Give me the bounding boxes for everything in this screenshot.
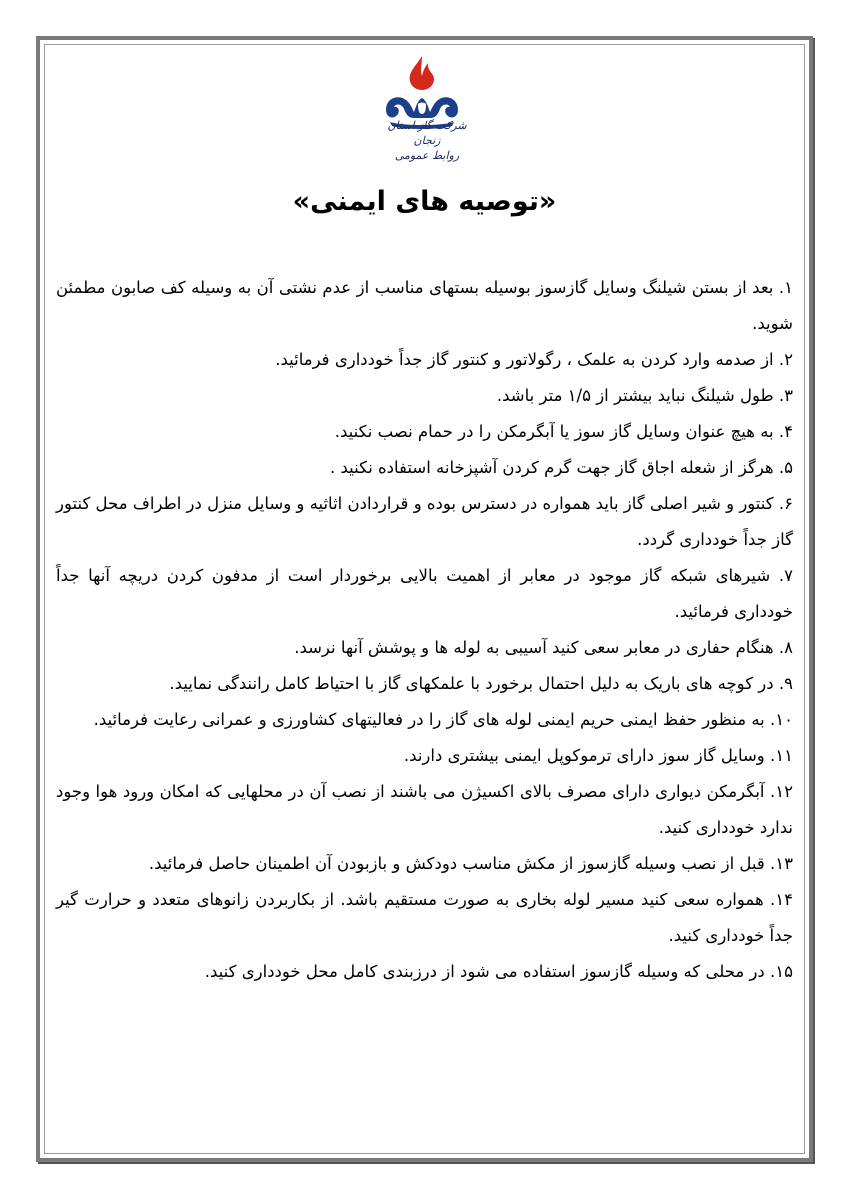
list-item: ۷. شیرهای شبکه گاز موجود در معابر از اهمیت بالایی برخوردار است از مدفون کردن دریچه آنها جداً خودداری فرمائید. xyxy=(56,566,793,621)
list-item: ۶. کنتور و شیر اصلی گاز باید همواره در دسترس بوده و قراردادن اثاثیه و وسایل منزل در اطراف محل کنتور گاز جداً خودداری گردد. xyxy=(56,494,793,549)
list-item: ۱۲. آبگرمکن دیواری دارای مصرف بالای اکسیژن می باشند از نصب آن در محلهایی که امکان ورود هوا وجود ندارد خودداری کنید. xyxy=(56,782,793,837)
list-item: ۹. در کوچه های باریک به دلیل احتمال برخورد با علمکهای گاز با احتیاط کامل رانندگی نمایید. xyxy=(169,674,793,693)
list-item: ۱۴. همواره سعی کنید مسیر لوله بخاری به صورت مستقیم باشد. از بکاربردن زانوهای متعدد و حرارت گیر جداً خودداری کنید. xyxy=(56,890,793,945)
list-item: ۱۱. وسایل گاز سوز دارای ترموکوپل ایمنی بیشتری دارند. xyxy=(403,746,793,765)
department-name: روابط عمومی xyxy=(394,149,460,162)
list-item: ۱۰. به منظور حفظ ایمنی حریم ایمنی لوله های گاز را در فعالیتهای کشاورزی و عمرانی رعایت فرمائید. xyxy=(93,710,793,729)
list-item: ۱۵. در محلی که وسیله گازسوز استفاده می شود از درزبندی کامل محل خودداری کنید. xyxy=(204,962,793,981)
page-title: «توصیه های ایمنی» xyxy=(292,186,557,217)
company-name: شرکت گاز استان زنجان xyxy=(387,119,467,147)
flame-icon xyxy=(410,56,434,90)
list-item: ۲. از صدمه وارد کردن به علمک ، رگولاتور و کنتور گاز جداً خودداری فرمائید. xyxy=(275,350,793,369)
list-item: ۱۳. قبل از نصب وسیله گازسوز از مکش مناسب دودکش و بازبودن آن اطمینان حاصل فرمائید. xyxy=(148,854,793,873)
safety-tips-list xyxy=(56,270,793,990)
list-item: ۵. هرگز از شعله اجاق گاز جهت گرم کردن آشپزخانه استفاده نکنید . xyxy=(329,458,793,477)
list-item: ۸. هنگام حفاری در معابر سعی کنید آسیبی به لوله ها و پوشش آنها نرسد. xyxy=(294,638,793,657)
list-item: ۴. به هیچ عنوان وسایل گاز سوز یا آبگرمکن را در حمام نصب نکنید. xyxy=(334,422,793,441)
logo-caption xyxy=(382,118,472,163)
emblem-icon xyxy=(386,97,458,118)
list-item: ۱. بعد از بستن شیلنگ وسایل گازسوز بوسیله بستهای مناسب از عدم نشتی آن به وسیله کف صابون مطمئن شوید. xyxy=(56,278,793,333)
list-item: ۳. طول شیلنگ نباید بیشتر از ۱/۵ متر باشد. xyxy=(496,386,793,405)
